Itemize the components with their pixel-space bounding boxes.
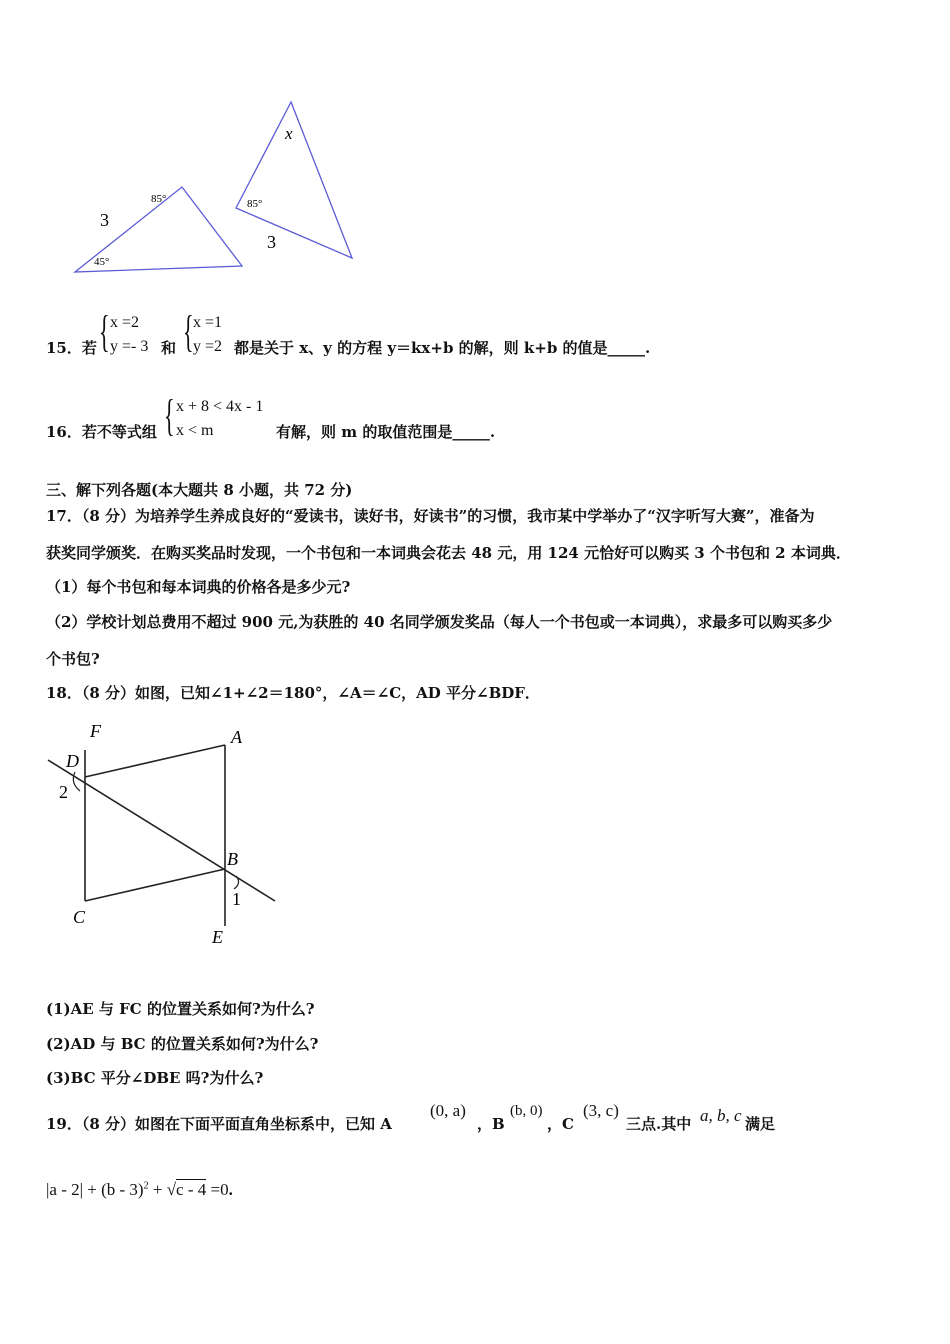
q16-prefix: 16．若不等式组 [46, 423, 157, 441]
left-angle-top: 85° [151, 193, 167, 205]
q16-brace: { [164, 391, 175, 440]
q19-point-A: (0, a) [430, 1101, 466, 1120]
q19-eq-part1: |a - 2| + (b - 3) [46, 1180, 144, 1199]
right-top-label: x [285, 124, 293, 143]
q15-brace-2: { [183, 307, 194, 356]
q19-suffix: 满足 [745, 1115, 776, 1133]
triangles-figure [60, 90, 380, 290]
q17-line-2: 获奖同学颁奖．在购买奖品时发现，一个书包和一本词典会花去 48 元，用 124 元恰好可以购买 3 个书包和 2 本词典． [46, 544, 851, 562]
q15-sys1-eq1: x =2 [110, 314, 140, 331]
line-CB [85, 869, 225, 901]
q19-eq-sqrt: c - 4 [176, 1180, 207, 1199]
angle-1-arc [234, 876, 239, 889]
line-DA [85, 745, 225, 777]
q17-sub-2a: （2）学校计划总费用不超过 900 元,为获胜的 40 名同学颁发奖品（每人一个书包或一本词典），求最多可以购买多少 [46, 613, 833, 631]
q16-sys-eq2: x < m [176, 422, 214, 439]
left-side-label: 3 [100, 210, 109, 230]
q15-sys2-eq1: x =1 [193, 314, 223, 331]
q17-sub-1: （1）每个书包和每本词典的价格各是多少元? [46, 578, 351, 596]
q15-prefix: 15．若 [46, 339, 97, 357]
q15-system-2 [193, 311, 222, 359]
label-C: C [73, 907, 86, 927]
sqrt-icon: √ [166, 1180, 177, 1199]
q18-stem: 18．（8 分）如图，已知∠1+∠2＝180°，∠A＝∠C，AD 平分∠BDF． [46, 684, 540, 702]
label-1: 1 [232, 889, 241, 909]
q16-sys-eq1: x + 8 < 4x - 1 [176, 398, 264, 415]
q19-middle: 三点.其中 [626, 1115, 692, 1133]
right-triangle [236, 102, 352, 258]
q19-eq-part2: + [148, 1180, 167, 1199]
q19-prefix: 19．（8 分）如图在下面平面直角坐标系中，已知 A [46, 1115, 392, 1133]
q19-point-B: (b, 0) [510, 1103, 543, 1119]
q18-sub-3: (3)BC 平分∠DBE 吗?为什么? [46, 1069, 264, 1087]
q16-suffix: 有解，则 m 的取值范围是_____. [276, 423, 496, 441]
q18-sub-2: (2)AD 与 BC 的位置关系如何?为什么? [46, 1035, 319, 1053]
angle-2-arc [73, 772, 80, 791]
q19-label-B: ，B [477, 1115, 505, 1133]
q15-suffix: 都是关于 x、y 的方程 y＝kx+b 的解，则 k+b 的值是_____. [234, 339, 651, 357]
right-side-label: 3 [267, 232, 276, 252]
q19-vars: a, b, c [700, 1106, 742, 1125]
q16-system [176, 395, 263, 443]
q15-sys2-eq2: y =2 [193, 338, 223, 355]
label-D: D [66, 751, 79, 771]
label-E: E [212, 927, 223, 947]
section-3-heading: 三、解下列各题(本大题共 8 小题，共 72 分) [46, 481, 353, 499]
left-angle-bottom: 45° [94, 256, 110, 268]
label-B: B [227, 849, 238, 869]
q19-point-C: (3, c) [583, 1101, 619, 1120]
q15-sys1-eq2: y =- 3 [110, 338, 149, 355]
q19-eq-sup: 2 [143, 1180, 149, 1192]
label-F: F [90, 721, 101, 741]
label-A: A [231, 727, 242, 747]
label-2: 2 [59, 782, 68, 802]
q15-and: 和 [161, 339, 177, 357]
q18-sub-1: (1)AE 与 FC 的位置关系如何?为什么? [46, 1000, 315, 1018]
transversal-DB [48, 760, 275, 901]
right-angle-left: 85° [247, 198, 263, 210]
q17-sub-2b: 个书包? [46, 650, 100, 668]
q19-eq-part3: =0 [206, 1180, 229, 1199]
q15-brace-1: { [99, 307, 110, 356]
q19-label-C: ，C [547, 1115, 574, 1133]
q19-equation [46, 1180, 233, 1200]
q17-line-1: 17．（8 分）为培养学生养成良好的“爱读书，读好书，好读书”的习惯，我市某中学举办了“汉字听写大赛”，准备为 [46, 507, 815, 525]
q18-figure [40, 715, 290, 955]
q19-end: . [228, 1180, 233, 1199]
q15-system-1 [110, 311, 148, 359]
